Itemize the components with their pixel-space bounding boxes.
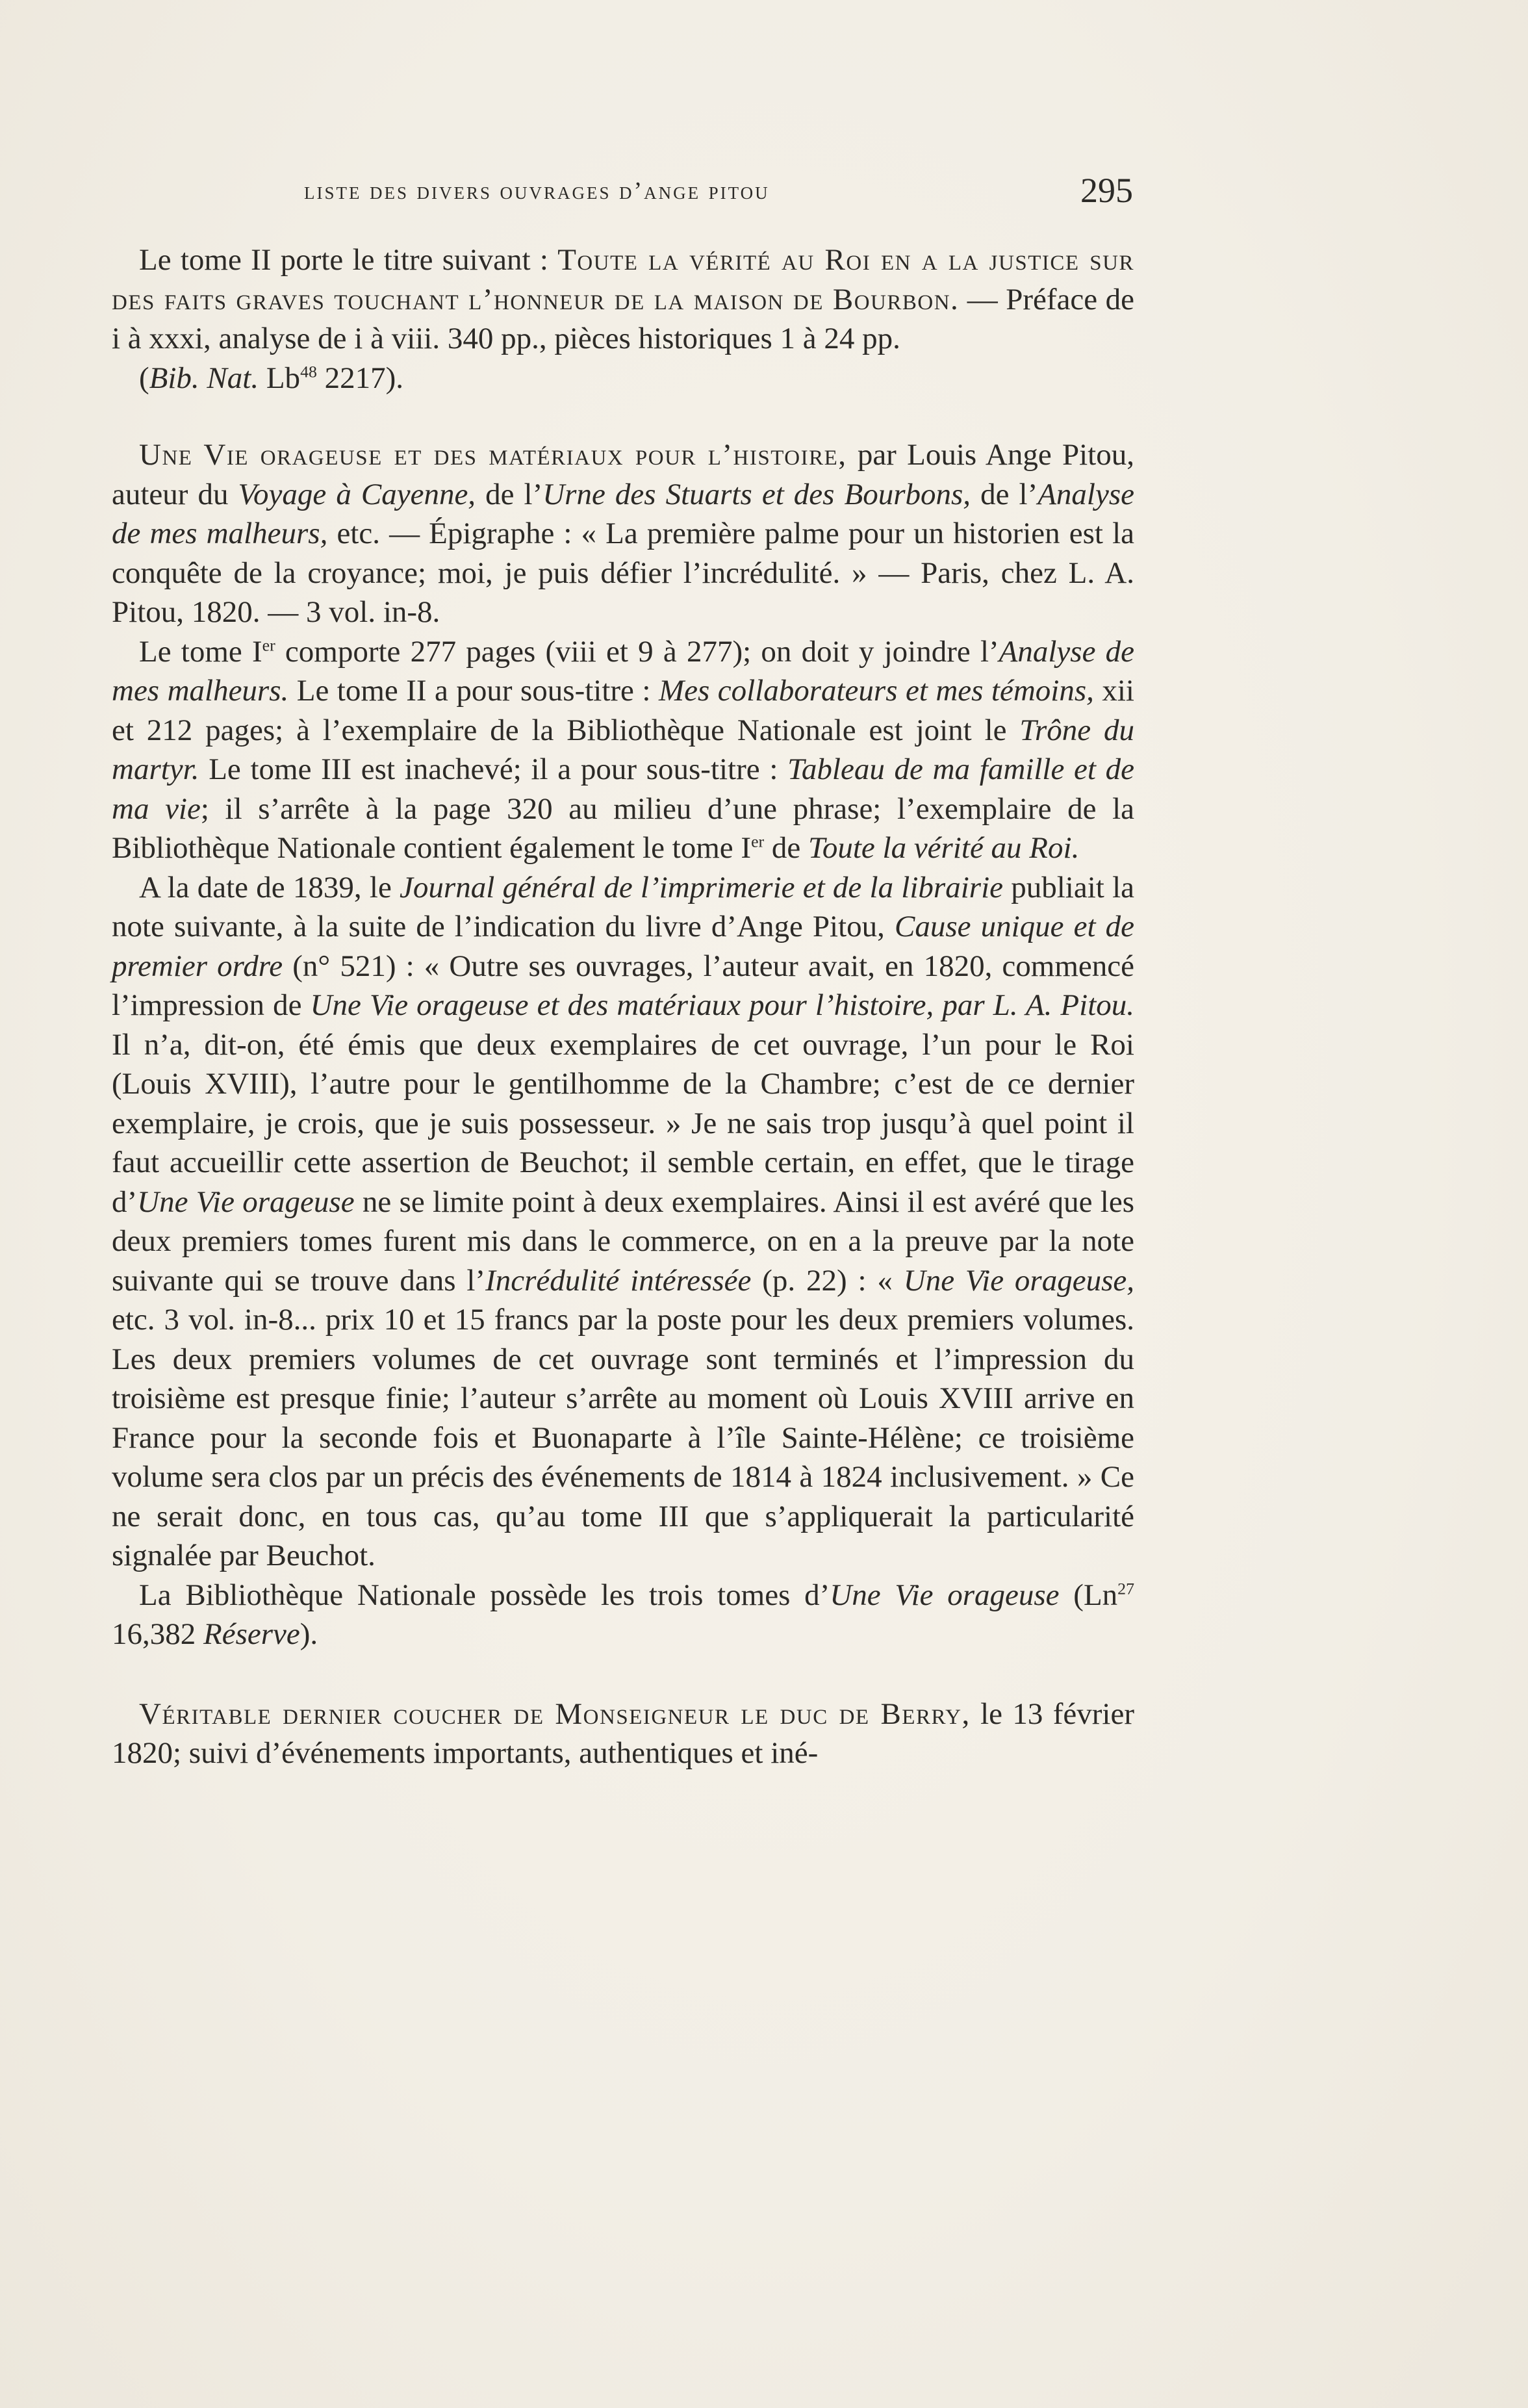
body-text — [112, 240, 1134, 1773]
text-run: Il n’a, dit-on, été émis que deux exemplaires de cet ouvrage, l’un pour le Roi (Louis XVIII), l’autre pour le gentilhomme de la Chambre; c’est de ce dernier exemplaire, je crois, que je suis possesseur. » Je ne sais trop jusqu’à quel point il faut accueillir cette assertion de Beuchot; il semble certain, en effet, que le tirage d’ — [112, 1027, 1134, 1219]
italic-title: Journal général de l’imprimerie et de la librairie — [400, 870, 1003, 904]
italic-title: Une Vie orageuse — [137, 1185, 355, 1219]
italic-title: Incrédulité intéressée — [485, 1263, 752, 1298]
superscript: 27 — [1117, 1578, 1134, 1598]
text-run: Le tome III est inachevé; il a pour sous-titre : — [199, 752, 788, 786]
text-run: par Louis Ange Pitou, auteur du — [112, 438, 1134, 511]
italic-title: Toute la vérité au Roi. — [808, 831, 1080, 865]
text-run: (p. 22) : « — [751, 1263, 904, 1298]
italic-title: Tableau de ma famille et de ma vie — [112, 752, 1134, 826]
italic-title: Une Vie orageuse — [830, 1578, 1060, 1612]
text-run: ( — [139, 361, 149, 395]
text-run: de l’ — [476, 477, 543, 511]
paragraph-shelfmark — [112, 359, 1134, 398]
text-run: 2217). — [316, 361, 404, 395]
text-run: ). — [299, 1617, 318, 1651]
text-run: (Ln — [1059, 1578, 1118, 1612]
text-run: de l’ — [971, 477, 1038, 511]
library-abbrev: Bib. Nat. — [149, 361, 259, 395]
italic-title: Analyse de mes malheurs, — [112, 477, 1134, 550]
italic-title: Analyse de mes malheurs. — [112, 634, 1135, 708]
italic-title: Voyage à Cayenne, — [238, 477, 476, 511]
text-run: xii et 212 pages; à l’exemplaire de la Bibliothèque Nationale est joint le — [112, 674, 1134, 747]
text-run: Le tome II porte le titre suivant : — [139, 243, 558, 277]
text-run: ne se limite point à deux exemplaires. Ainsi il est avéré que les deux premiers tomes furent mis dans le commerce, on en a la preuve par la note suivante qui se trouve dans l’ — [112, 1185, 1134, 1298]
paragraph-journal-note — [112, 868, 1134, 1576]
paragraph-tome-ii-title — [112, 240, 1134, 359]
text-run: de — [764, 831, 809, 865]
book-title: Toute la vérité au Roi en a la justice sur des faits graves touchant l’honneur de la maison de Bourbon. — [112, 243, 1134, 316]
running-head: liste des divers ouvrages d’ange pitou — [304, 177, 770, 205]
entry-title: Une Vie orageuse et des matériaux pour l’histoire, — [139, 438, 847, 472]
text-run: le 13 février 1820; suivi d’événements importants, authentiques et iné- — [112, 1697, 1134, 1770]
italic-title: Cause unique et de premier ordre — [112, 910, 1134, 983]
text-run: (n° 521) : « Outre ses ouvrages, l’auteur avait, en 1820, commencé l’impression de — [112, 949, 1134, 1022]
paragraph-tomes-description — [112, 632, 1134, 868]
superscript: 48 — [300, 361, 317, 381]
italic-title: Urne des Stuarts et des Bourbons, — [542, 477, 971, 511]
italic-word: Réserve — [203, 1617, 300, 1651]
paragraph-vie-orageuse-entry — [112, 435, 1134, 632]
italic-title: Trône du martyr. — [112, 713, 1134, 786]
entry-title: Véritable dernier coucher de Monseigneur le duc de Berry, — [139, 1697, 971, 1731]
page-header — [304, 170, 1133, 216]
page-number: 295 — [1080, 171, 1133, 210]
text-run: A la date de 1839, le — [139, 870, 400, 904]
text-run: Lb — [259, 361, 301, 395]
text-run: Le tome II a pour sous-titre : — [288, 674, 659, 708]
superscript: er — [751, 832, 765, 851]
text-run: La Bibliothèque Nationale possède les trois tomes d’ — [139, 1578, 830, 1612]
text-run: Le tome I — [139, 634, 262, 669]
text-run: — Préface de i à xxxi, analyse de i à viii. 340 pp., pièces historiques 1 à 24 pp. — [112, 282, 1134, 355]
text-run: ; il s’arrête à la page 320 au milieu d’une phrase; l’exemplaire de la Bibliothèque Nationale contient également le tome I — [112, 791, 1134, 865]
italic-title: Une Vie orageuse et des matériaux pour l’histoire, par L. A. Pitou. — [310, 988, 1135, 1022]
text-run: comporte 277 pages (viii et 9 à 277); on doit y joindre l’ — [275, 634, 999, 669]
text-run: 16,382 — [112, 1617, 203, 1651]
text-run: etc. — Épigraphe : « La première palme pour un historien est la conquête de la croyance; moi, je puis défier l’incrédulité. » — Paris, chez L. A. Pitou, 1820. — 3 vol. in-8. — [112, 517, 1134, 629]
text-run: publiait la note suivante, à la suite de l’indication du livre d’Ange Pitou, — [112, 870, 1134, 943]
italic-title: Une Vie orageuse, — [903, 1263, 1134, 1298]
paragraph-bn-holdings — [112, 1576, 1134, 1654]
italic-title: Mes collaborateurs et mes témoins, — [658, 674, 1094, 708]
superscript: er — [262, 635, 275, 654]
paragraph-duc-de-berry-entry — [112, 1695, 1134, 1773]
text-run: etc. 3 vol. in-8... prix 10 et 15 francs par la poste pour les deux premiers volumes. Les deux premiers volumes de cet ouvrage sont terminés et l’impression du troisième est presque finie; l’auteur s’arrête au moment où Louis XVIII arrive en France pour la seconde fois et Buonaparte à l’île Sainte-Hélène; ce troisième volume sera clos par un précis des événements de 1814 à 1824 inclusivement. » Ce ne serait donc, en tous cas, qu’au tome III que s’appliquerait la particularité signalée par Beuchot. — [112, 1303, 1134, 1572]
